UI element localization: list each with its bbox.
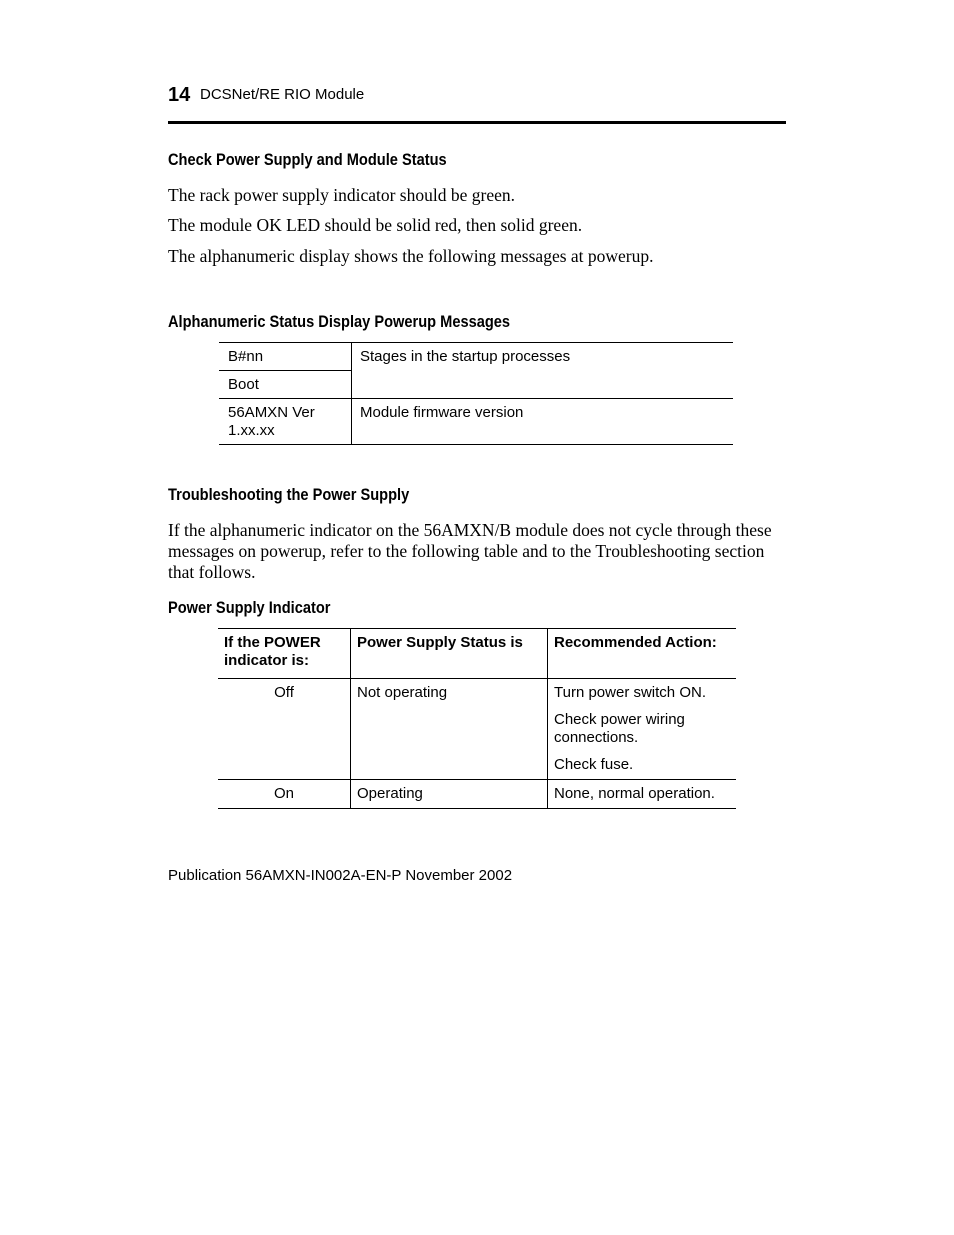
section-heading-troubleshooting: Troubleshooting the Power Supply bbox=[168, 485, 410, 504]
message-cell bbox=[219, 399, 352, 445]
status-cell: Operating bbox=[351, 780, 548, 809]
column-header-indicator: If the POWER indicator is: bbox=[218, 629, 351, 679]
action-item: Check power wiring connections. bbox=[554, 711, 685, 746]
column-header-status: Power Supply Status is bbox=[351, 629, 548, 679]
message-cell: Boot bbox=[219, 371, 352, 399]
table-title-powerup-messages: Alphanumeric Status Display Powerup Messages bbox=[168, 312, 511, 331]
paragraph-alphanumeric-display: The alphanumeric display shows the following messages at powerup. bbox=[168, 246, 654, 266]
power-supply-indicator-table bbox=[218, 628, 736, 809]
header-rule bbox=[168, 121, 786, 124]
action-item: None, normal operation. bbox=[554, 785, 715, 802]
table-row bbox=[219, 399, 733, 445]
section-heading-check-power: Check Power Supply and Module Status bbox=[168, 150, 447, 169]
publication-footer: Publication 56AMXN-IN002A-EN-P November 2002 bbox=[168, 867, 513, 884]
description-cell: Stages in the startup processes bbox=[352, 343, 734, 399]
table-row bbox=[218, 679, 736, 780]
action-cell bbox=[548, 780, 737, 809]
paragraph-rack-indicator: The rack power supply indicator should be green. bbox=[168, 185, 515, 205]
description-cell: Module firmware version bbox=[352, 399, 734, 445]
action-item: Turn power switch ON. bbox=[554, 684, 706, 701]
table-row bbox=[219, 343, 733, 371]
table-title-power-supply-indicator: Power Supply Indicator bbox=[168, 598, 331, 617]
status-cell: Not operating bbox=[351, 679, 548, 780]
paragraph-module-ok-led: The module OK LED should be solid red, then solid green. bbox=[168, 215, 583, 235]
paragraph-troubleshooting: If the alphanumeric indicator on the 56AMXN/B module does not cycle through these messages on powerup, refer to the following table and to the Troubleshooting section that follows. bbox=[168, 520, 772, 582]
indicator-cell: Off bbox=[218, 679, 351, 780]
message-cell: B#nn bbox=[219, 343, 352, 371]
powerup-messages-table bbox=[219, 342, 733, 445]
table-header-row bbox=[218, 629, 736, 679]
message-line: 1.xx.xx bbox=[228, 422, 275, 439]
indicator-cell: On bbox=[218, 780, 351, 809]
column-header-action: Recommended Action: bbox=[548, 629, 737, 679]
page-number: 14 bbox=[168, 84, 191, 106]
action-item: Check fuse. bbox=[554, 756, 634, 773]
message-line: 56AMXN Ver bbox=[228, 404, 315, 421]
action-cell bbox=[548, 679, 737, 780]
running-title: DCSNet/RE RIO Module bbox=[200, 86, 365, 103]
table-row bbox=[218, 780, 736, 809]
